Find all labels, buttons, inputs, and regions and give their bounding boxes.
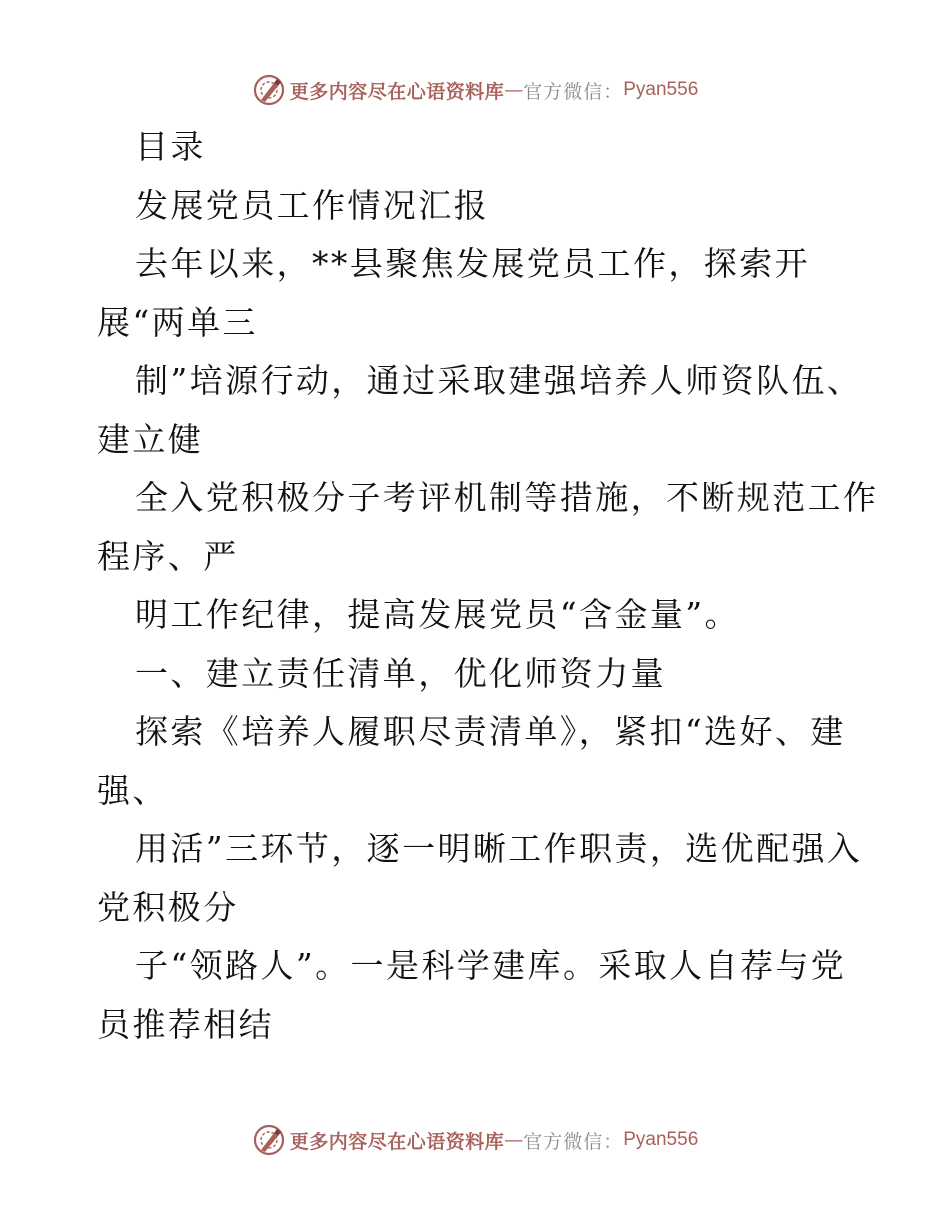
- body-line: 用活”三环节，逐一明晰工作职责，选优配强入: [135, 829, 863, 868]
- body-line: 强、: [97, 770, 168, 810]
- body-line: 去年以来，**县聚焦发展党员工作，探索开: [135, 244, 810, 283]
- document-title: 发展党员工作情况汇报: [135, 185, 489, 225]
- body-line: 党积极分: [97, 887, 239, 927]
- watermark-label: 官方微信：: [523, 80, 624, 103]
- pen-nib-circle-icon: [252, 73, 286, 107]
- body-line: 建立健: [97, 419, 204, 459]
- watermark-label: 官方微信：: [523, 1130, 624, 1153]
- footer-watermark: [0, 1120, 950, 1160]
- body-line: 目录: [135, 127, 206, 166]
- watermark-dash: —: [504, 1129, 524, 1151]
- watermark-account: Pyan556: [623, 1129, 699, 1150]
- pen-nib-circle-icon: [252, 1123, 286, 1157]
- body-line: 员推荐相结: [97, 1004, 274, 1044]
- watermark-brand: 更多内容尽在心语资料库: [289, 80, 505, 103]
- document-body: [97, 118, 879, 1054]
- watermark-account: Pyan556: [623, 79, 699, 100]
- body-line: 探索《培养人履职尽责清单》，紧扣“选好、建: [135, 712, 846, 751]
- section-heading: 一、建立责任清单，优化师资力量: [135, 653, 666, 693]
- body-line: 展“两单三: [97, 302, 258, 342]
- body-line: 全入党积极分子考评机制等措施，不断规范工作: [135, 478, 879, 517]
- body-line: 制”培源行动，通过采取建强培养人师资队伍、: [135, 361, 863, 400]
- header-watermark: [0, 70, 950, 110]
- watermark-dash: —: [504, 79, 524, 101]
- body-line: 程序、严: [97, 536, 239, 576]
- body-line: 子“领路人”。一是科学建库。采取人自荐与党: [135, 946, 847, 985]
- body-line: 明工作纪律，提高发展党员“含金量”。: [135, 595, 740, 634]
- watermark-brand: 更多内容尽在心语资料库: [289, 1130, 505, 1153]
